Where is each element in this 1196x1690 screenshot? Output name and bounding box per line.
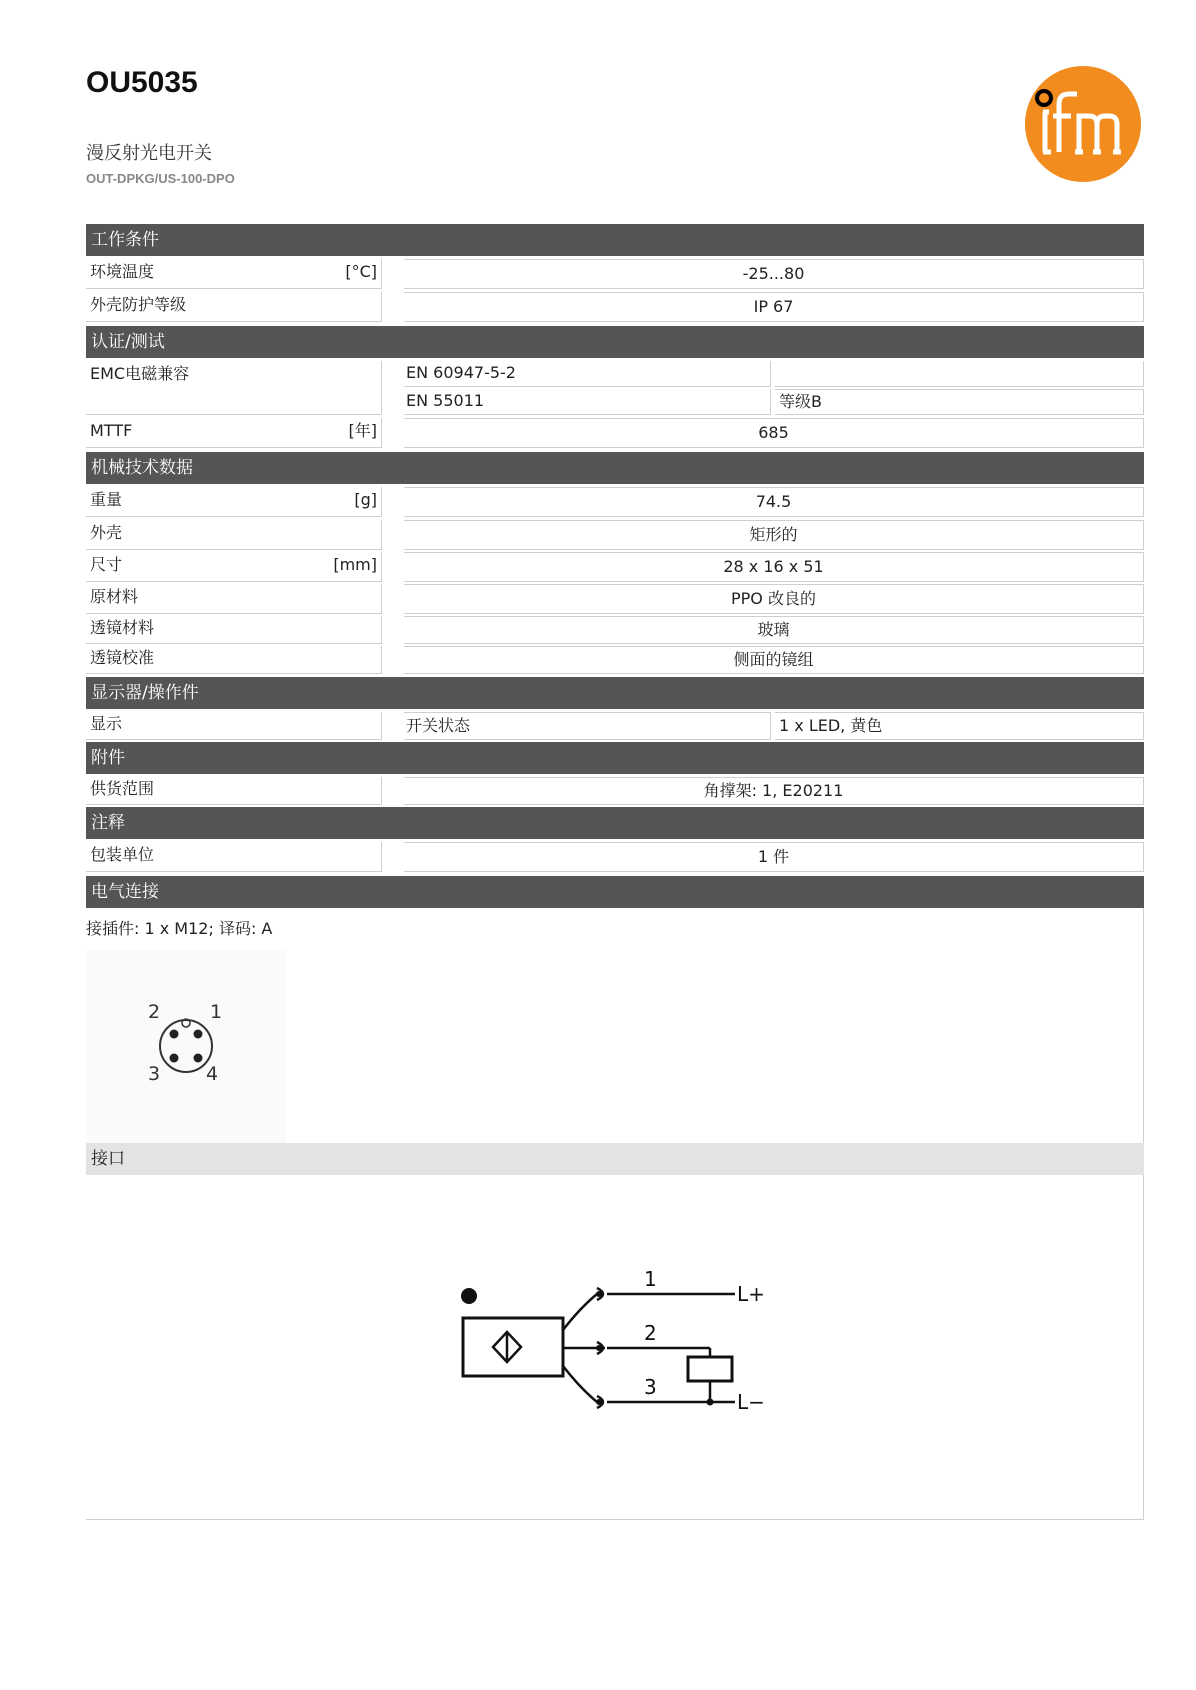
ifm-logo — [1023, 64, 1143, 184]
row-housing — [86, 520, 1144, 550]
wire-label-1: 1 — [644, 1270, 657, 1291]
product-code: OUT-DPKG/US-100-DPO — [86, 171, 235, 186]
value-emc-standard-2: EN 55011 — [404, 389, 771, 415]
value-dimensions: 28 x 16 x 51 — [404, 552, 1144, 582]
row-lens-material — [86, 616, 1144, 644]
section-mechanical-data: 机械技术数据 — [86, 452, 1144, 484]
unit-celsius: [°C] — [345, 262, 377, 281]
label-packaging-unit: 包装单位 — [86, 842, 382, 872]
m12-connector-icon — [86, 950, 286, 1150]
section-accessories: 附件 — [86, 742, 1144, 774]
row-ambient-temperature — [86, 259, 1144, 289]
row-mttf — [86, 418, 1144, 448]
row-lens-alignment — [86, 646, 1144, 674]
label-emc: EMC电磁兼容 — [86, 361, 382, 415]
value-lens-material: 玻璃 — [404, 616, 1144, 644]
section-display-controls: 显示器/操作件 — [86, 677, 1144, 709]
section-electrical-connection: 电气连接 — [86, 876, 1144, 908]
sensor-body — [463, 1318, 563, 1376]
value-scope-of-delivery: 角撑架: 1, E20211 — [404, 777, 1144, 805]
value-mttf: 685 — [404, 418, 1144, 448]
unit-mm: [mm] — [333, 555, 377, 574]
pin-label-1: 1 — [210, 1001, 223, 1023]
connector-pinout-area — [86, 950, 286, 1150]
page-title: OU5035 — [86, 66, 198, 99]
unit-grams: [g] — [354, 490, 377, 509]
value-weight: 74.5 — [404, 487, 1144, 517]
label-lens-material: 透镜材料 — [86, 616, 382, 644]
row-scope-of-delivery — [86, 777, 1144, 805]
wire-label-2: 2 — [644, 1321, 657, 1345]
label-weight: 重量 — [90, 490, 123, 509]
value-ambient-temperature: -25...80 — [404, 259, 1144, 289]
row-display — [86, 712, 1144, 740]
row-material — [86, 584, 1144, 614]
value-emc-class: 等级B — [775, 389, 1144, 415]
label-ambient-temperature: 环境温度 — [90, 262, 155, 281]
value-protection: IP 67 — [404, 292, 1144, 322]
connector-description: 接插件: 1 x M12; 译码: A — [86, 919, 273, 938]
row-protection — [86, 292, 1144, 322]
pin-label-4: 4 — [206, 1063, 219, 1085]
value-emc-standard-1: EN 60947-5-2 — [404, 361, 771, 387]
label-switching-status: 开关状态 — [404, 712, 771, 740]
wiring-diagram — [455, 1270, 785, 1420]
interface-header: 接口 — [86, 1143, 1144, 1175]
section-certifications: 认证/测试 — [86, 326, 1144, 358]
label-display: 显示 — [86, 712, 382, 740]
value-material: PPO 改良的 — [404, 584, 1144, 614]
unit-years: [年] — [348, 421, 377, 440]
product-description: 漫反射光电开关 — [86, 143, 212, 164]
label-lens-alignment: 透镜校准 — [86, 646, 382, 674]
label-protection: 外壳防护等级 — [86, 292, 382, 322]
label-housing: 外壳 — [86, 520, 382, 550]
label-material: 原材料 — [86, 584, 382, 614]
label-l-plus: L+ — [737, 1282, 765, 1306]
value-lens-alignment: 侧面的镜组 — [404, 646, 1144, 674]
row-packaging-unit — [86, 842, 1144, 872]
load-resistor — [688, 1357, 732, 1381]
value-display: 1 x LED, 黄色 — [775, 712, 1144, 740]
label-l-minus: L− — [737, 1390, 765, 1414]
section-operating-conditions: 工作条件 — [86, 224, 1144, 256]
row-emc — [86, 361, 1144, 415]
label-mttf: MTTF — [90, 421, 133, 440]
label-dimensions: 尺寸 — [90, 555, 123, 574]
pin-label-2: 2 — [148, 1001, 161, 1023]
indicator-dot — [461, 1288, 477, 1304]
row-weight — [86, 487, 1144, 517]
value-emc-empty — [775, 361, 1144, 387]
wire-label-3: 3 — [644, 1375, 657, 1399]
value-housing: 矩形的 — [404, 520, 1144, 550]
section-notes: 注释 — [86, 807, 1144, 839]
row-dimensions — [86, 552, 1144, 582]
pin-label-3: 3 — [148, 1063, 161, 1085]
value-packaging-unit: 1 件 — [404, 842, 1144, 872]
label-scope-of-delivery: 供货范围 — [86, 777, 382, 805]
